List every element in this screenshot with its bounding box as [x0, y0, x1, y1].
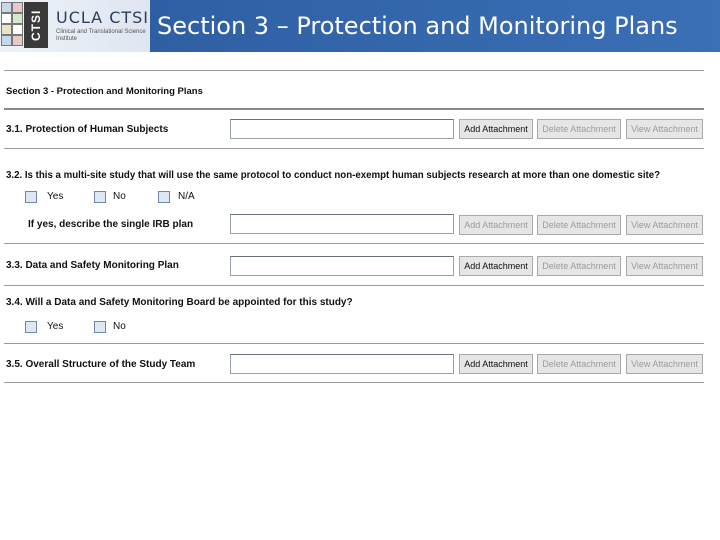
q32-add-attachment-button[interactable]: Add Attachment — [459, 215, 533, 235]
q32-na-checkbox[interactable] — [158, 191, 170, 203]
q32-view-attachment-button[interactable]: View Attachment — [626, 215, 703, 235]
cts-logo-mark: CTSI — [24, 2, 48, 48]
q32-no-label: No — [113, 191, 126, 202]
q34-no-checkbox[interactable] — [94, 321, 106, 333]
q31-view-attachment-button[interactable]: View Attachment — [626, 119, 703, 139]
divider — [4, 70, 704, 71]
logo-subtitle: Clinical and Translational Science Institute — [56, 29, 146, 42]
q35-textbox[interactable] — [230, 354, 454, 374]
q33-add-attachment-button[interactable]: Add Attachment — [459, 256, 533, 276]
divider — [4, 285, 704, 286]
q34-yes-checkbox[interactable] — [25, 321, 37, 333]
q33-textbox[interactable] — [230, 256, 454, 276]
q32-yes-label: Yes — [47, 191, 64, 202]
q34-no-label: No — [113, 321, 126, 332]
section-heading: Section 3 - Protection and Monitoring Plans — [6, 86, 203, 97]
divider — [4, 148, 704, 149]
logo-tiles-icon — [0, 1, 24, 49]
q32-no-checkbox[interactable] — [94, 191, 106, 203]
q32-delete-attachment-button[interactable]: Delete Attachment — [537, 215, 621, 235]
divider — [4, 243, 704, 244]
page-title: Section 3 – Protection and Monitoring Plans — [157, 12, 678, 40]
q34-label: 3.4. Will a Data and Safety Monitoring Board be appointed for this study? — [6, 297, 353, 308]
q31-delete-attachment-button[interactable]: Delete Attachment — [537, 119, 621, 139]
logo-name: UCLA CTSI — [56, 8, 150, 27]
q33-label: 3.3. Data and Safety Monitoring Plan — [6, 260, 179, 271]
divider — [4, 343, 704, 344]
q35-view-attachment-button[interactable]: View Attachment — [626, 354, 703, 374]
header-banner — [0, 0, 720, 52]
q35-label: 3.5. Overall Structure of the Study Team — [6, 359, 196, 370]
q34-yes-label: Yes — [47, 321, 64, 332]
q31-add-attachment-button[interactable]: Add Attachment — [459, 119, 533, 139]
q35-delete-attachment-button[interactable]: Delete Attachment — [537, 354, 621, 374]
divider — [4, 382, 704, 383]
q32-followup-label: If yes, describe the single IRB plan — [28, 219, 194, 230]
q31-textbox[interactable] — [230, 119, 454, 139]
q33-delete-attachment-button[interactable]: Delete Attachment — [537, 256, 621, 276]
q32-label: 3.2. Is this a multi-site study that will use the same protocol to conduct non-exempt human subjects research at more than one domestic site? — [6, 170, 661, 181]
q35-add-attachment-button[interactable]: Add Attachment — [459, 354, 533, 374]
q32-na-label: N/A — [178, 191, 195, 202]
q32-followup-textbox[interactable] — [230, 214, 454, 234]
q32-yes-checkbox[interactable] — [25, 191, 37, 203]
q31-label: 3.1. Protection of Human Subjects — [6, 124, 169, 135]
q33-view-attachment-button[interactable]: View Attachment — [626, 256, 703, 276]
divider — [4, 108, 704, 110]
